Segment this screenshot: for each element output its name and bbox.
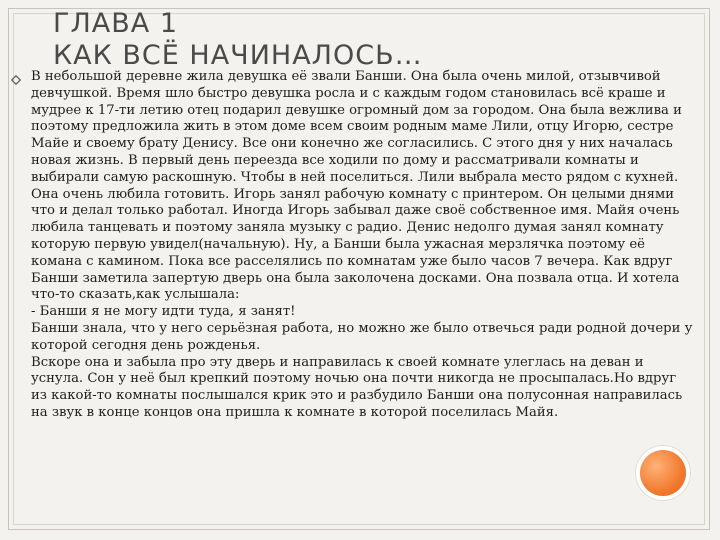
slide-title [53, 8, 423, 72]
orange-circle-decoration [640, 450, 686, 496]
title-chapter: ГЛАВА 1 [53, 8, 178, 39]
title-subtitle: КАК ВСЁ НАЧИНАЛОСЬ… [53, 40, 423, 71]
paragraph: В небольшой деревне жила девушка её звали Банши. Она была очень милой, отзывчивой девчушкой. Время шло быстро девушка росла и с каждым годом становилась всё краше и мудрее к 17-ти летию отец подарил девушке огромный дом за городом. Она была вежлива и поэтому предложила жить в этом доме всем своим родным маме Лили, отцу Игорю, сестре Майе и своему брату Денису. Все они конечно же согласились. С этого дня у них началась новая жизнь. В первый день переезда все ходили по дому и рассматривали комнаты и выбирали самую раскошную. Чтобы в ней поселиться. Лили выбрала место рядом с кухней. Она очень любила готовить. Игорь занял рабочую комнату с принтером. Он целыми днями что и делал только работал. Иногда Игорь забывал даже своё собственное имя. Майя очень любила танцевать и поэтому заняла музыку с радио. Денис недолго думая занял комнату которую первую увидел(начальную). Ну, а Банши была ужасная мерзлячка поэтому её комана с камином. Пока все расселялись по комнатам уже было часов 7 вечера. Как вдруг Банши заметила запертую дверь она была заколочена досками. Она позвала отца. И хотела что-то сказать,как услышала: [31, 69, 682, 303]
paragraph: Банши знала, что у него серьёзная работа, но можно же было отвечься ради родной дочери у которой сегодня день рожденья. [31, 320, 693, 353]
paragraph: Вскоре она и забыла про эту дверь и направилась к своей комнате улеглась на деван и уснула. Сон у неё был крепкий поэтому ночью она почти никогда не просыпалась.Но вдруг из какой-то комнаты послышался крик это и разбудило Банши она полусонная направилась на звук в конце концов она пришла к комнате в которой поселилась Майя. [31, 354, 683, 420]
paragraph: - Банши я не могу идти туда, я занят! [31, 304, 296, 320]
diamond-bullet-icon [11, 75, 21, 85]
story-text [31, 69, 695, 422]
